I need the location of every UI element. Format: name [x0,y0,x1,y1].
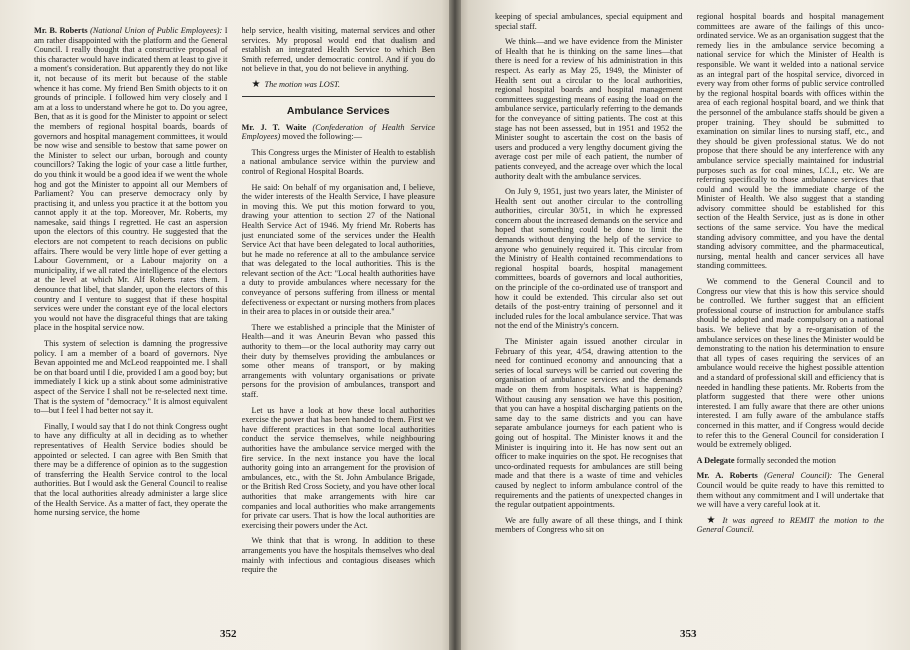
speech-waite [242,123,436,142]
motion-outcome: ★ It was agreed to REMIT the motion to the General Council. [696,514,884,535]
speech-a-roberts [697,471,885,509]
divider [242,96,436,97]
paragraph: We think that that is wrong. In addition to these arrangements you have the hospitals themselves who deal mainly with infectious and contagious diseases which require the [241,536,435,575]
right-page [455,0,910,650]
book-gutter [449,0,461,650]
paragraph: The Minister again issued another circular in February of this year, 4/54, drawing attention to the need for continued economy and announcing that a series of local surveys will be carried out covering the organisation of ambulance services and the demands made on them from hospitals. What is happening? Without causing any sensation we have this position, that you can have a hospital discharging patients on the same day to the same districts and you can have separate ambulance journeys for each patient who is going out of hospital. The Minister knows it and the Minister is inquiring into it. He has now sent out an officer to make inquiries on the spot. He recognises that unco-ordinated requests for ambulances are still being made and that there is a waste of time and vehicles caused by neglect to inform ambulance control of the requirements and the patients of unexpected changes in the regular outpatient appointments. [495,337,683,510]
motion-text: This Congress urges the Minister of Health to establish a national ambulance service within the purview and control of Regional Hospital Boards. [241,147,435,176]
paragraph: On July 9, 1951, just two years later, the Minister of Health sent out another circular to the controlling authorities, circular 30/51, in which he expressed concern about the increased demands on the service and hoped that something could be done to limit the demands without denying the help of the service to anyone who genuinely required it. This circular from the Ministry of Health contained recommendations to regional hospital boards, hospital management committees, boards of governors and local authorities, on the principle of the co-ordinated use of transport and how it could be extended. This circular also set out details of the post-entry training of personnel and it included rules for the local ambulance service. That was not the end of the Ministry's concern. [495,187,683,331]
paragraph: We think—and we have evidence from the Minister of Health that he is thinking on the same lines—that there is need for a review of his administration in this respect. As early as May 25, 1949, the Minister of Health sent out a circular to the local authorities, regional hospital boards and hospital management committees suggesting means of easing the load on the ambulance service, particularly referring to the demands for the conveyance of sitting patients. The cost at this stage has not been assessed, but in 1951 and 1952 the Minister sought to ascertain the cost on the basis of users and produced a very lengthy document giving the average cost per mile of each patient, the number of patients conveyed, and the acreage over which the local authority dealt with the ambulance services. [495,37,683,181]
paragraph: There we established a principle that the Minister of Health—and it was Aneurin Bevan who passed this authority to them—or the local authority may carry out their duty by themselves providing the ambulances or some other means of transport, or by making arrangements with voluntary organisations or private persons for the provision of ambulances, transport and staff. [241,322,435,399]
speech-text: I am rather disappointed with the platform and the General Council. I really thought that a constructive proposal of this character would have indicated them at least to give it a moment's consideration. But apparently they do not like it, not because of its merit but because of the stable whence it has come. My friend Ben Smith objects to it on grounds of principle. I followed him very closely and I am at a loss to understand where he got to. Do you agree, Ben, that as it is good for the Minister to appoint or select the members of regional hospital boards, boards of governors and hospital management committees, it would be now wise and sensible to bestow that same power on the Minister to select our urban, borough and county councillors? Taking the logic of your case a little further, do you think it would be a good idea if we went the whole hog and got the Minister to appoint all our Members of Parliament? You can preserve democracy only by practising it, and unless you practice it at the bottom you cannot apply it at the top. Moreover, Mr. Roberts, my namesake, said things I regretted. He cast an aspersion upon the electors of this country. He suggested that the electors are not competent to reach decisions on public affairs. There would be very little hope of ever getting a Labour Government, or a Labour majority on a municipality, if we all rated the intelligence of the electors at the level at which Mr. Alf Roberts rates them. I denounce that libel, that slander, upon the electors of this country and I venture to suggest that if these hospital services were under the constant eye of the local electors you would not have the disgraceful things that are taking place in the hospital service now. [34,26,228,333]
speaker-name: A Delegate [696,455,735,465]
speech-text: The General Council would be quite ready to have this remitted to them without any commitment and I will undertake that we will have a very careful look at it. [696,471,884,510]
speaker-role: (General Council): [764,471,833,481]
speaker-name: Mr. B. Roberts [34,26,88,35]
speech-roberts [34,26,228,333]
moved-text: moved the following:— [282,132,363,142]
star-icon: ★ [706,514,719,526]
right-column-1 [495,12,683,612]
paragraph: He said: On behalf of my organisation and, I believe, the wider interests of the Health Service, I have pleasure in moving this. We put this motion forward to you, drawing your attention to section 27 of the National Health Service Act of 1946. My friend Mr. Roberts has just enunciated some of the services under the Health Service Act that have been delegated to local authorities, but he made no reference at all to the ambulance service that was delegated to the local authorities. This is the relevant section of the Act: "Local health authorities have a duty to provide ambulances where necessary for the conveyance of persons suffering from illness or mental defectiveness or expectant or nursing mothers from places in their area to places in or outside their area." [241,182,435,317]
paragraph-continuation: help service, health visiting, maternal services and other services. My proposal would end that dualism and establish an integrated Health Service to which Ben Smith referred, under democratic control. And if you do not believe in that, you do not believe in anything. [241,26,435,74]
paragraph: We commend to the General Council and to Congress our view that this is how this service should be controlled. We further suggest that an efficient professional course of instruction for ambulance staffs should be adopted and made compulsory on a national basis. We believe that by a re-organisation of the ambulance services on these lines the Minister would be demonstrating to the nation his determination to ensure that all types of cases requiring the services of an ambulance would receive the highest possible attention and a standard of professional skill and efficiency that is needed in handling these patients. Mr. Roberts from the platform suggested that there were other unions interested. I am fully aware that there are other unions interested. I am fully aware of the ambulance staffs concerned in this matter, and if Congress would decide to refer this to the General Council for consideration I would be extremely obliged. [696,277,884,450]
delegate-seconded [697,456,885,466]
paragraph: We are fully aware of all these things, and I think members of Congress who sit on [495,515,683,535]
paragraph: This system of selection is damning the progressive policy. I am a member of a board of governors. Nye Bevan appointed me and McLeod reappointed me. I shall be on that board until I die, provided I am a good boy; but immediately I kick up a stink about some administrative aspect of the Service I shall not be re-selected next time. That is the system of "democracy." It is almost equivalent to—but I feel I had better not say it. [34,339,228,416]
paragraph-continuation: keeping of special ambulances, special equipment and special staff. [495,12,683,31]
paragraph: Let us have a look at how these local authorities exercise the power that has been handed to them. First we have different practices in that some local authorities conduct the service themselves, while neighbouring authorities have the ambulance service merged with the fire service. In the next instance you have the local authority going into an arrangement for the provision of ambulances, etc., with the St. John Ambulance Brigade, or the British Red Cross Society, and you have other local authorities that make arrangements with hire car companies and local authorities who make arrangements for private car users. That is how the local authorities are exercising their powers under the Act. [241,405,435,530]
page-number: 352 [220,628,237,640]
motion-result: ★ The motion was LOST. [251,78,340,90]
speaker-name: Mr. J. T. Waite [241,122,307,132]
left-column-1 [34,26,228,626]
left-column-2 [242,26,436,626]
paragraph: Finally, I would say that I do not think Congress ought to have any difficulty at all in deciding as to whether representatives of Health Service bodies should be appointed or selected. I can agree with Ben Smith that there may be a difference of opinion as to the suggestion of transferring the Health Service control to the local authorities. But I would ask the General Council to realise that the local authorities already administer a large slice of the Health Service. As a matter of fact, they operate the home nursing service, the home [34,421,228,518]
seconded-text: formally seconded the motion [736,455,836,465]
right-column-2 [697,12,885,612]
speaker-role: (Confederation of Health Service Employees) [241,122,435,142]
speaker-role: (National Union of Public Employees): [90,26,223,35]
paragraph-continuation: regional hospital boards and hospital management committees are aware of the failings of this unco-ordinated service. We as an organisation suggest that the remedy lies in the ambulance service becoming a national service for which the Minister of Health is responsible. We want it welded into a national service as an integral part of the hospital service, divorced in every way from other forms of public service controlled by the regional hospital boards with offices within the area of each regional hospital board, and we think that the personnel of the ambulance staffs should be given a proper training. They should be submitted to examination on similar lines to nursing staff, etc., and they should be given professional status. We do not propose that there should be any interference with any ambulance service specially maintained for industrial purposes such as for coal mines, I.C.I., etc. We are referring specifically to those ambulance services that could and would be the immediate charge of the Minister of Health. We also suggest that a standing advisory committee should be established for this section of the Health Service, just as is done in other sections of the same service. You have the medical standing advisory committee, and you have the dental standing advisory committee, and the pharmaceutical, nursing, mental health and cancer services all have standing committees. [696,12,884,271]
speaker-name: Mr. A. Roberts [696,471,758,481]
page-number: 353 [680,628,697,640]
section-title: Ambulance Services [286,104,390,117]
star-icon: ★ [251,78,261,90]
